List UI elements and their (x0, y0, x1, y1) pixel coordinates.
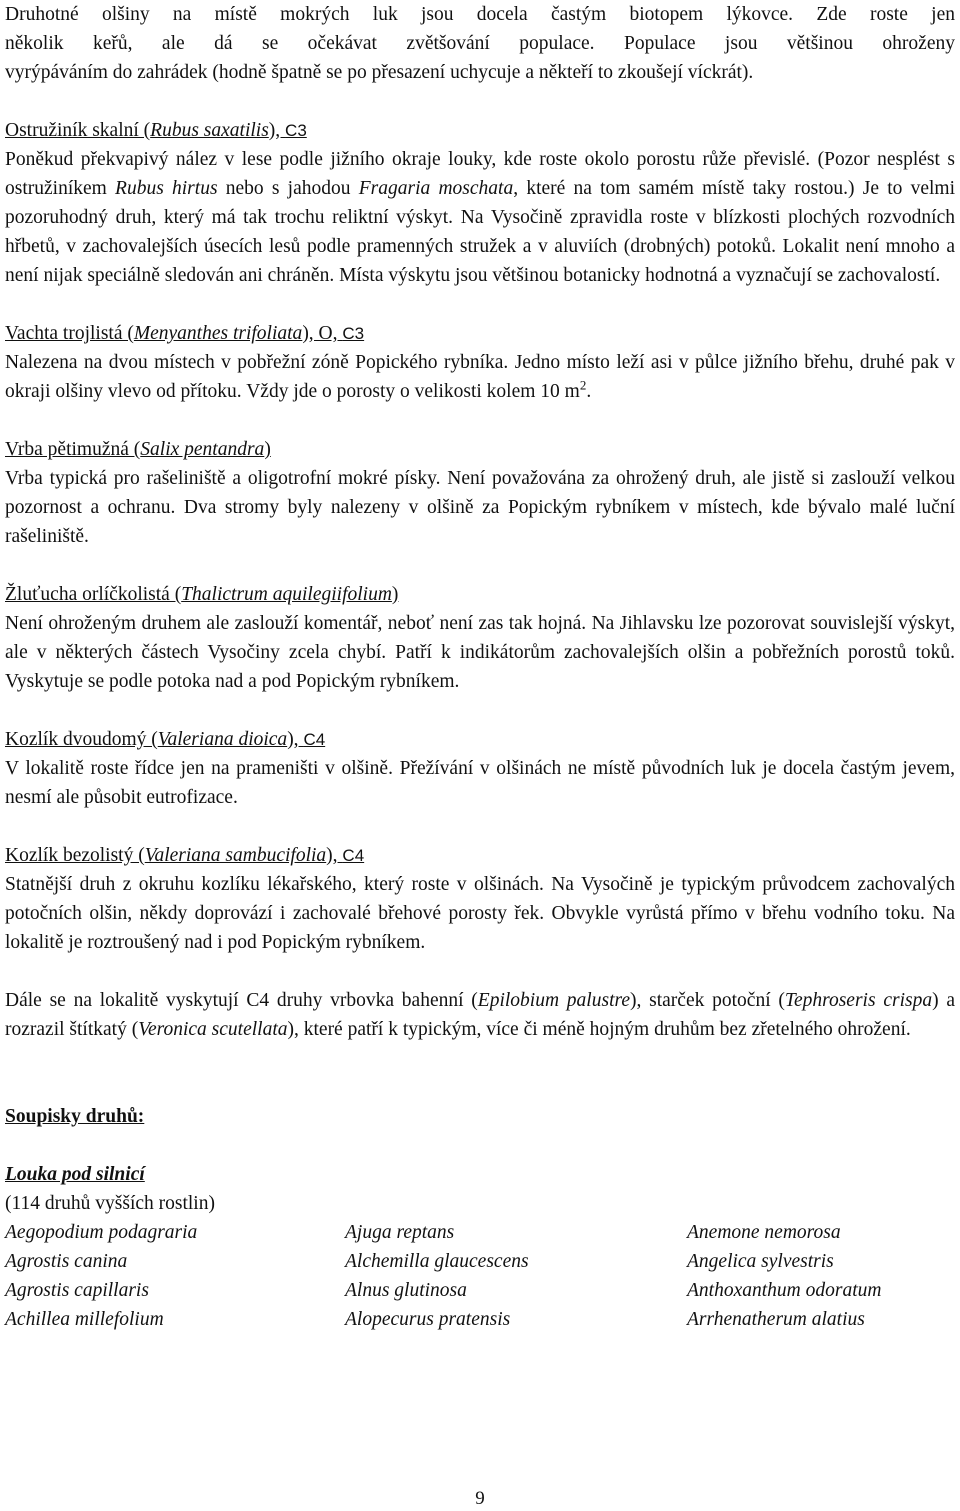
valeriana-sambucifolia-text: Statnější druh z okruhu kozlíku lékařského, který roste v olšinách. Na Vysočině je typickým průvodcem zachovalých potočních olšin, někdy doprovází i zachovalé břehové porosty řek. Obvykle vyrůstá přímo v břehu vodního toku. Na lokalitě je roztroušený nad i pod Popickým rybníkem. (5, 874, 955, 953)
page-number: 9 (475, 1488, 485, 1509)
species-list (5, 1218, 955, 1334)
species-item: Aegopodium podagraria (5, 1222, 198, 1243)
intro-paragraph (5, 0, 955, 87)
intro-line-3: vyrýpáváním do zahrádek (hodně špatně se po přesazení uchycuje a někteří to zkoušejí víckrát). (5, 62, 754, 83)
thalictrum-heading: Žluťucha orlíčkolistá (Thalictrum aquilegiifolium) (5, 584, 399, 605)
valeriana-sambucifolia-heading: Kozlík bezolistý (Valeriana sambucifolia), C4 (5, 845, 365, 866)
species-lists-heading: Soupisky druhů: (5, 1106, 145, 1127)
menyanthes-text: Nalezena na dvou místech v pobřežní zóně Popického rybníka. Jedno místo leží asi v půlce jižního břehu, druhé pak v okraji olšiny vlevo od přítoku. Vždy jde o porosty o velikosti kolem 10 $m^2$. (5, 352, 955, 402)
species-item: Anemone nemorosa (687, 1222, 841, 1243)
thalictrum-text: Není ohroženým druhem ale zaslouží komentář, neboť není zas tak hojná. Na Jihlavsku lze pozorovat souvislejší výskyt, ale v některých částech Vysočiny zcela chybí. Patří k indikátorům zachovalejších olšin a pobřežních porostů toků. Vyskytuje se podle potoka nad a pod Popickým rybníkem. (5, 613, 955, 692)
species-item: Achillea millefolium (5, 1309, 164, 1330)
species-item: Angelica sylvestris (687, 1251, 834, 1272)
species-item: Alnus glutinosa (345, 1280, 467, 1301)
intro-line-1: Druhotné olšiny na místě mokrých luk jsou docela častým biotopem lýkovce. Zde roste jen (5, 4, 955, 25)
document-page (5, 0, 955, 1334)
site-name: Louka pod silnicí (5, 1164, 145, 1185)
intro-line-2: několik keřů, ale dá se očekávat zvětšování populace. Populace jsou většinou ohroženy (5, 33, 955, 54)
menyanthes-heading: Vachta trojlistá (Menyanthes trifoliata), O, C3 (5, 323, 365, 344)
species-item: Alchemilla glaucescens (345, 1251, 529, 1272)
site-species-count: (114 druhů vyšších rostlin) (5, 1193, 215, 1214)
rubus-text: Poněkud překvapivý nález v lese podle jižního okraje louky, kde roste okolo porostu růže převislé. (Pozor nesplést s ostružiníkem Rubus hirtus nebo s jahodou Fragaria moschata, které na tom samém místě taky rostou.) Je to velmi pozoruhodný druh, který má tak trochu reliktní výskyt. Na Vysočině zpravidla roste v blízkosti plochých rozvodních hřbetů, v zachovalejších úsecích lesů podle pramenných stružek a v aluviích (drobných) potoků. Lokalit není mnoho a není nijak speciálně sledován ani chráněn. Místa výskytu jsou většinou botanicky hodnotná a vyznačují se zachovalostí. (5, 149, 955, 286)
species-item: Alopecurus pratensis (345, 1309, 511, 1330)
salix-text: Vrba typická pro rašeliniště a oligotrofní mokré písky. Není považována za ohrožený druh, ale jistě si zaslouží velkou pozornost a ochranu. Dva stromy byly nalezeny v olšině za Popickým rybníkem v místech, kde bývalo malé luční rašeliniště. (5, 468, 955, 547)
rubus-heading: Ostružiník skalní (Rubus saxatilis), C3 (5, 120, 307, 141)
valeriana-dioica-heading: Kozlík dvoudomý (Valeriana dioica), C4 (5, 729, 326, 750)
species-item: Agrostis capillaris (5, 1280, 149, 1301)
other-species-paragraph: Dále se na lokalitě vyskytují C4 druhy vrbovka bahenní (Epilobium palustre), starček potoční (Tephroseris crispa) a rozrazil štítkatý (Veronica scutellata), které patří k typickým, více či méně hojným druhům bez zřetelného ohrožení. (5, 990, 955, 1040)
species-item: Arrhenatherum alatius (687, 1309, 865, 1330)
salix-heading: Vrba pětimužná (Salix pentandra) (5, 439, 271, 460)
species-item: Agrostis canina (5, 1251, 128, 1272)
species-item: Anthoxanthum odoratum (687, 1280, 882, 1301)
valeriana-dioica-text: V lokalitě roste řídce jen na prameništi v olšině. Přežívání v olšinách ne místě původních luk je docela častým jevem, nesmí ale působit eutrofizace. (5, 758, 955, 808)
species-item: Ajuga reptans (345, 1222, 455, 1243)
